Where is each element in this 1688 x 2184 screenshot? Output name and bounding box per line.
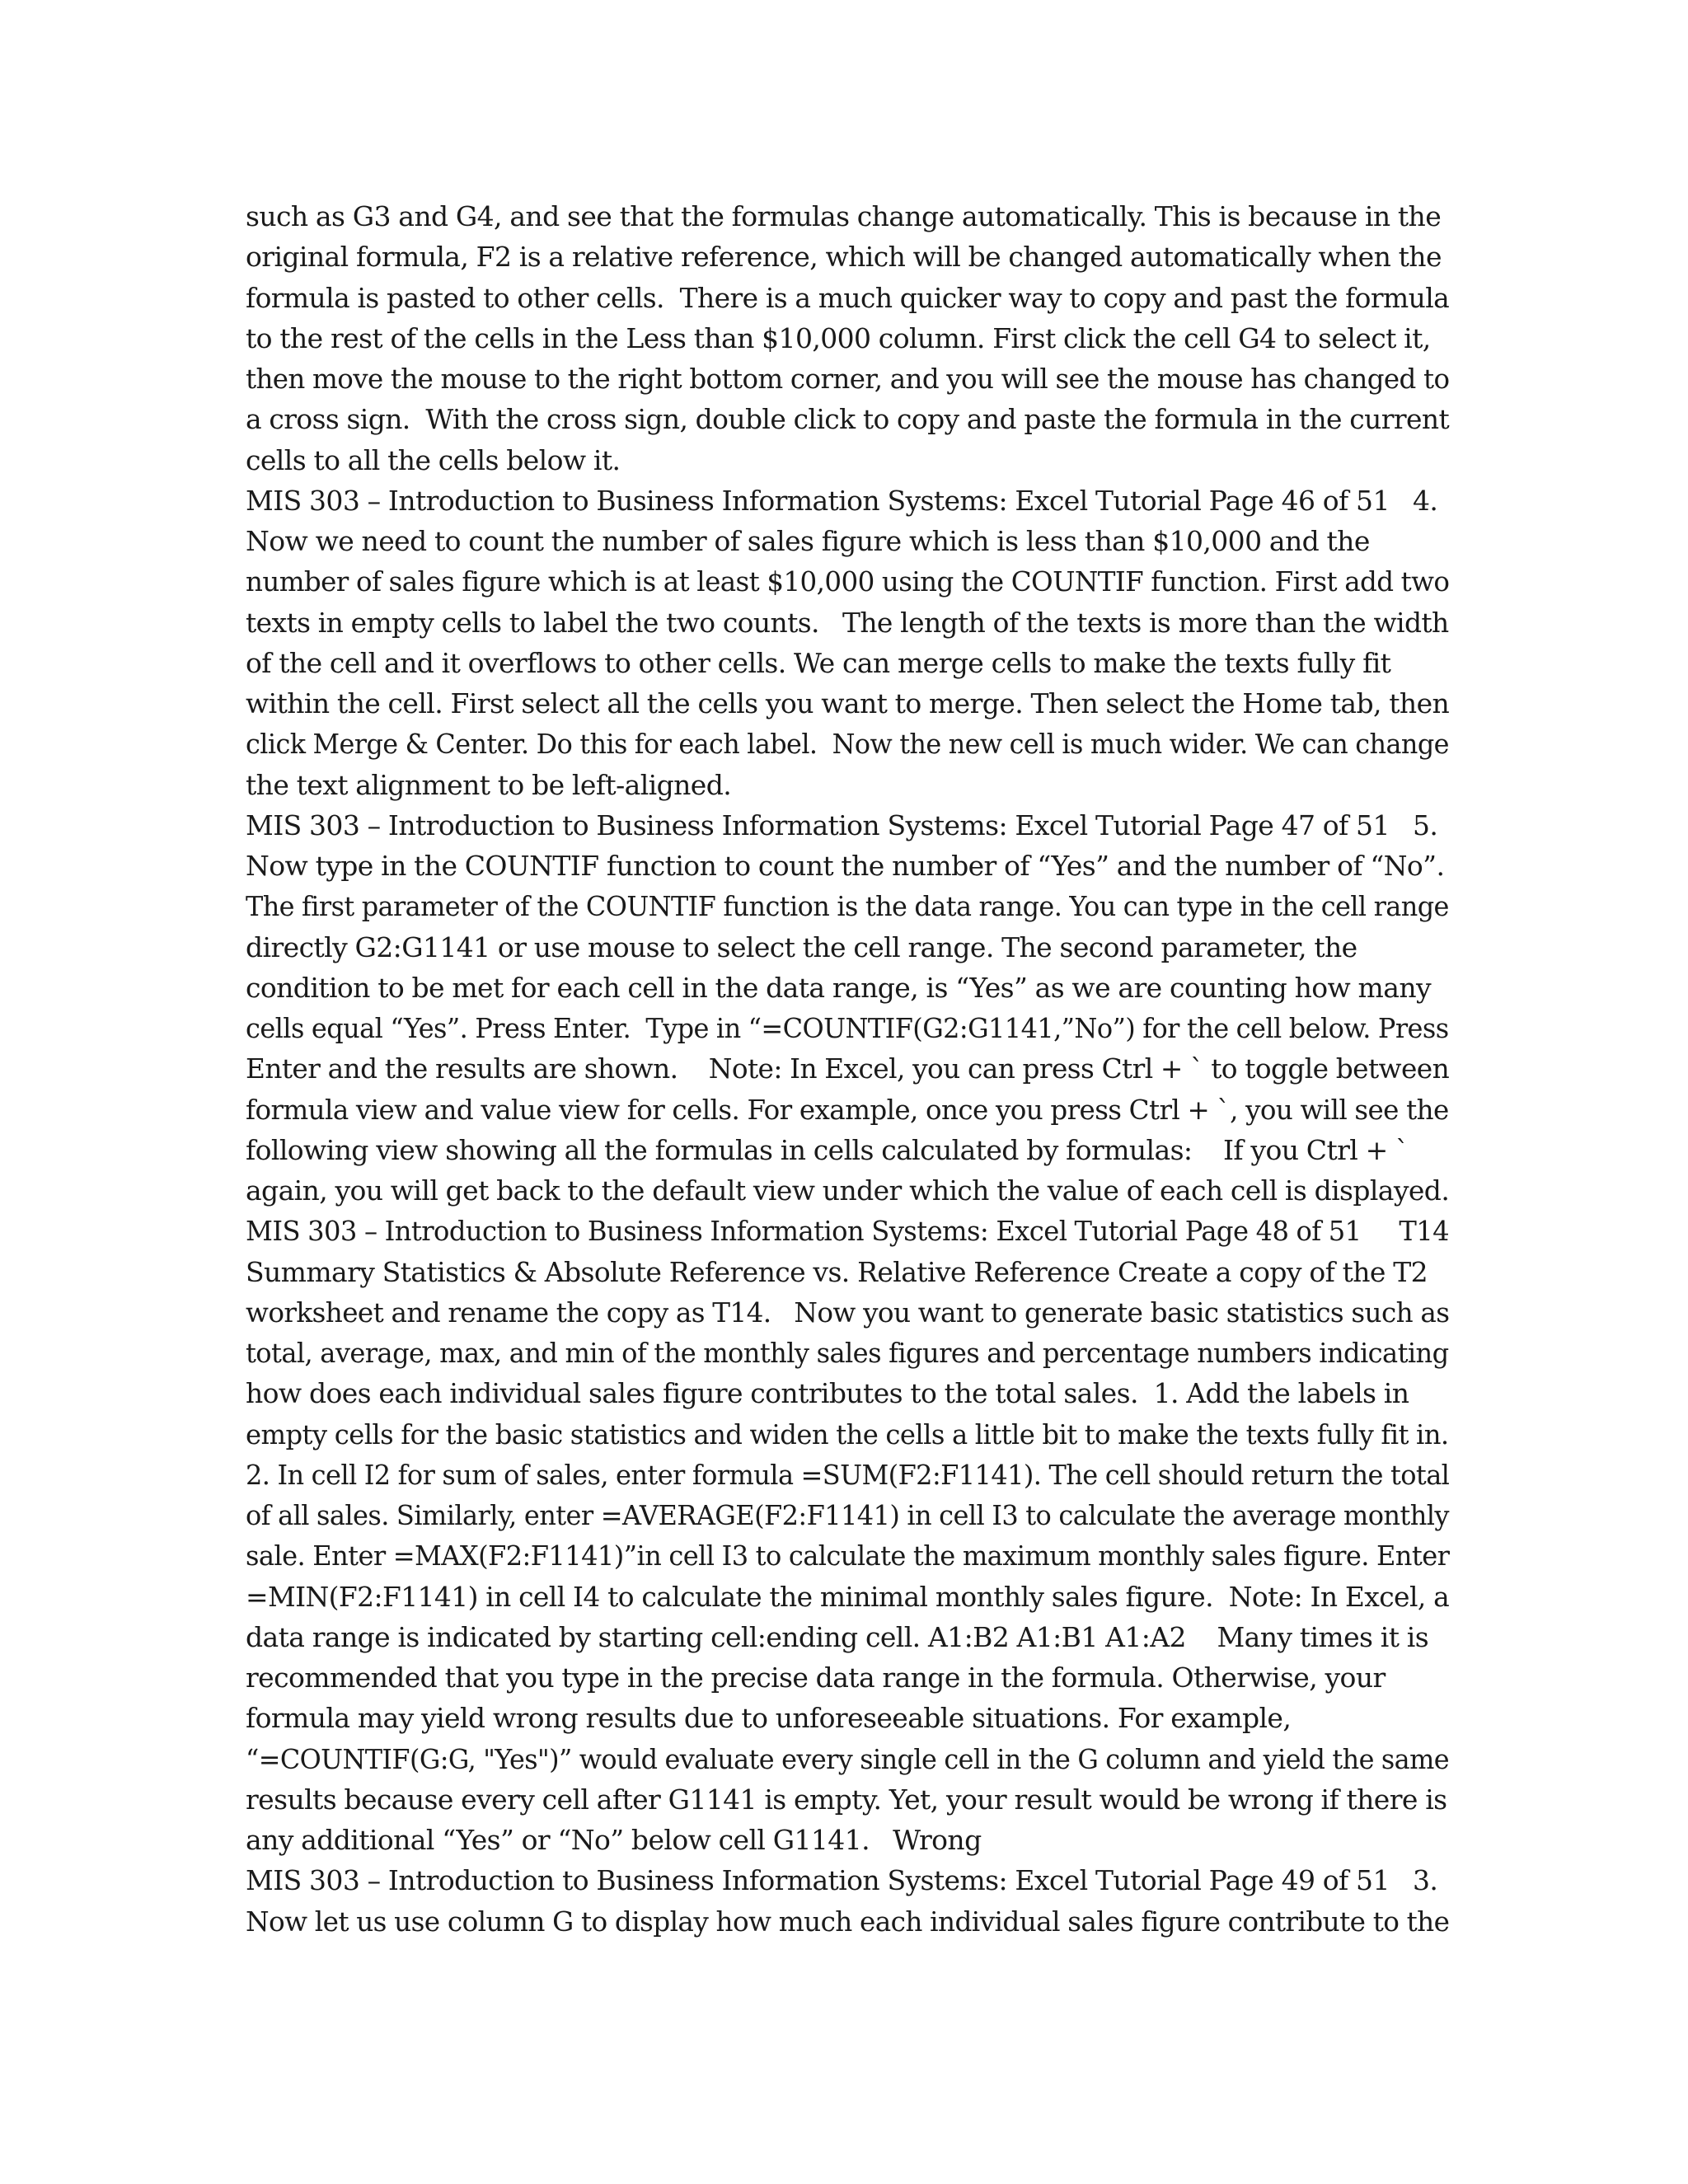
text-line: following view showing all the formulas in cells calculated by formulas: If you Ctrl + ` [246,1133,1409,1166]
text-line: Now let us use column G to display how much each individual sales figure contribute to the [246,1905,1450,1938]
text-line: recommended that you type in the precise data range in the formula. Otherwise, your [246,1661,1386,1694]
text-line: formula may yield wrong results due to unforeseeable situations. For example, [246,1702,1292,1735]
text-line: how does each individual sales figure contributes to the total sales. 1. Add the labels in [246,1377,1409,1410]
body-text [246,196,1449,1942]
text-line: the text alignment to be left-aligned. [246,768,732,801]
text-line: such as G3 and G4, and see that the formulas change automatically. This is because in the [246,200,1442,232]
page-header-line: MIS 303 – Introduction to Business Information Systems: Excel Tutorial Page 48 of 51 T14 [246,1215,1450,1248]
text-line: “=COUNTIF(G:G, "Yes")” would evaluate every single cell in the G column and yield the same [246,1742,1450,1775]
text-line: cells to all the cells below it. [246,443,621,476]
page-header-line: MIS 303 – Introduction to Business Information Systems: Excel Tutorial Page 46 of 51 4. [246,484,1438,517]
page-header-line: MIS 303 – Introduction to Business Information Systems: Excel Tutorial Page 49 of 51 3. [246,1864,1438,1897]
text-line: Enter and the results are shown. Note: In Excel, you can press Ctrl + ` to toggle between [246,1052,1450,1085]
text-line: total, average, max, and min of the monthly sales figures and percentage numbers indicating [246,1337,1449,1369]
text-line: of the cell and it overflows to other cells. We can merge cells to make the texts fully fit [246,646,1391,679]
text-line: any additional “Yes” or “No” below cell G1141. Wrong [246,1824,982,1856]
text-line: results because every cell after G1141 is empty. Yet, your result would be wrong if there is [246,1783,1447,1816]
text-line: Summary Statistics & Absolute Reference vs. Relative Reference Create a copy of the T2 [246,1255,1428,1288]
text-line: cells equal “Yes”. Press Enter. Type in “=COUNTIF(G2:G1141,”No”) for the cell below. Press [246,1012,1449,1044]
text-line: worksheet and rename the copy as T14. Now you want to generate basic statistics such as [246,1296,1450,1329]
text-line: then move the mouse to the right bottom corner, and you will see the mouse has changed to [246,363,1450,395]
text-line: formula is pasted to other cells. There is a much quicker way to copy and past the formula [246,281,1450,314]
text-line: original formula, F2 is a relative reference, which will be changed automatically when the [246,241,1442,274]
text-line: =MIN(F2:F1141) in cell I4 to calculate the minimal monthly sales figure. Note: In Excel, a [246,1580,1450,1613]
text-line: number of sales figure which is at least $10,000 using the COUNTIF function. First add two [246,565,1450,598]
text-line: texts in empty cells to label the two counts. The length of the texts is more than the width [246,606,1449,639]
text-line: sale. Enter =MAX(F2:F1141)”in cell I3 to calculate the maximum monthly sales figure. Enter [246,1540,1450,1572]
text-line: empty cells for the basic statistics and widen the cells a little bit to make the texts fully fit in. [246,1418,1449,1451]
text-line: Now type in the COUNTIF function to count the number of “Yes” and the number of “No”. [246,850,1445,882]
text-line: of all sales. Similarly, enter =AVERAGE(F2:F1141) in cell I3 to calculate the average monthly [246,1499,1449,1531]
text-line: condition to be met for each cell in the data range, is “Yes” as we are counting how many [246,971,1432,1004]
text-line: data range is indicated by starting cell:ending cell. A1:B2 A1:B1 A1:A2 Many times it is [246,1620,1429,1653]
page-header-line: MIS 303 – Introduction to Business Information Systems: Excel Tutorial Page 47 of 51 5. [246,808,1438,841]
text-line: click Merge & Center. Do this for each label. Now the new cell is much wider. We can change [246,728,1449,761]
text-line: again, you will get back to the default view under which the value of each cell is displayed. [246,1174,1450,1207]
text-line: formula view and value view for cells. For example, once you press Ctrl + `, you will see the [246,1093,1449,1126]
text-line: to the rest of the cells in the Less than $10,000 column. First click the cell G4 to select it, [246,321,1431,354]
text-line: 2. In cell I2 for sum of sales, enter formula =SUM(F2:F1141). The cell should return the total [246,1458,1450,1491]
text-line: a cross sign. With the cross sign, double click to copy and paste the formula in the current [246,403,1450,436]
text-line: directly G2:G1141 or use mouse to select the cell range. The second parameter, the [246,930,1357,963]
text-line: within the cell. First select all the cells you want to merge. Then select the Home tab, then [246,687,1450,719]
text-line: Now we need to count the number of sales figure which is less than $10,000 and the [246,525,1370,557]
text-line: The first parameter of the COUNTIF function is the data range. You can type in the cell range [246,890,1449,923]
